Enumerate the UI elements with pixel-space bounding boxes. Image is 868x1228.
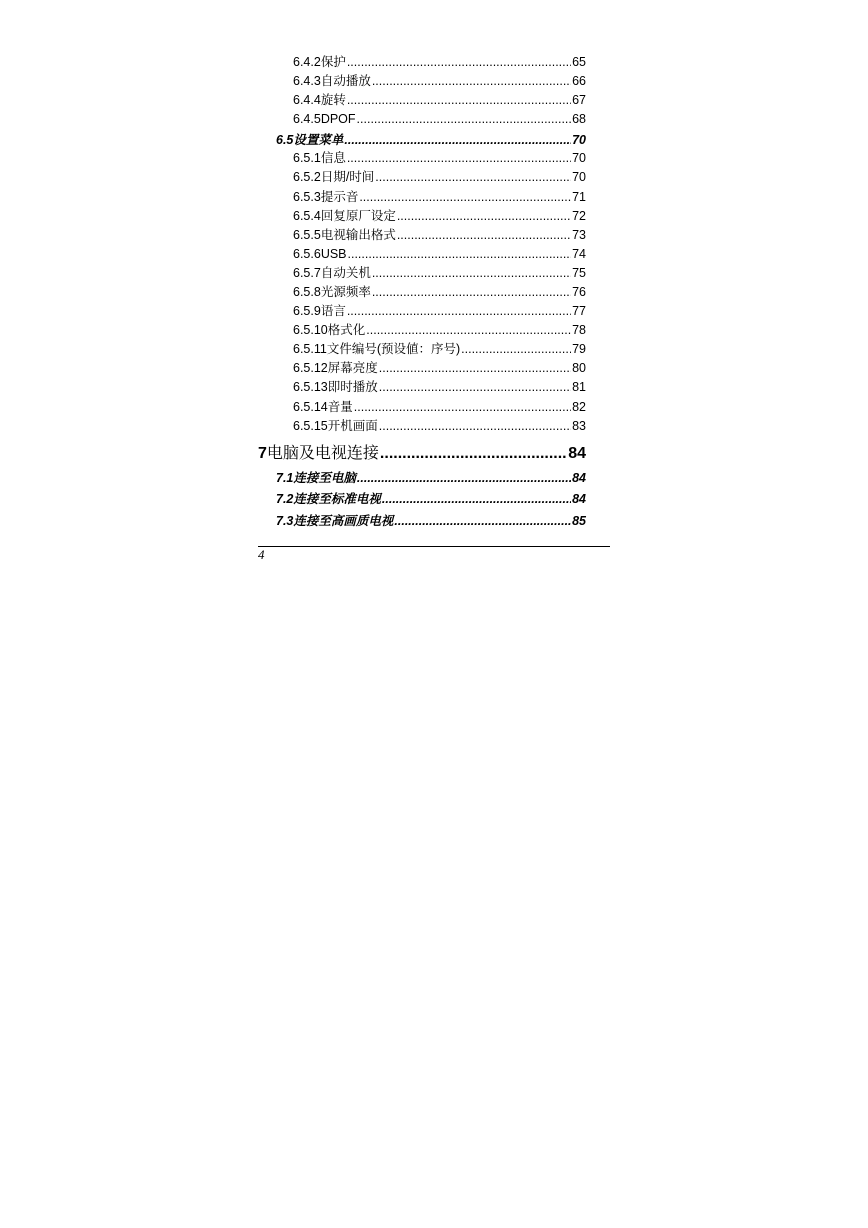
toc-leader-dots <box>375 168 571 187</box>
toc-entry-page: 67 <box>572 93 586 107</box>
toc-entry-number: 6.5.12 <box>293 361 328 375</box>
toc-entry-page: 77 <box>572 304 586 318</box>
toc-entry-number: 7.3 <box>276 514 294 528</box>
toc-section-entry[interactable] <box>276 468 586 488</box>
toc-leader-dots <box>397 226 571 245</box>
toc-entry-number: 6.5.9 <box>293 304 321 318</box>
toc-entry-number: 6.5.5 <box>293 228 321 242</box>
toc-entry-title: 自动关机 <box>320 266 371 280</box>
toc-entry-page: 72 <box>572 209 586 223</box>
toc-entry-page: 70 <box>572 151 586 165</box>
toc-entry-number: 6.5.10 <box>293 323 328 337</box>
toc-leader-dots <box>394 511 571 531</box>
toc-entry-page: 70 <box>572 133 586 147</box>
toc-entry-page: 84 <box>572 471 586 485</box>
toc-leader-dots <box>347 53 571 72</box>
toc-entry[interactable] <box>293 207 586 226</box>
toc-entry-page: 68 <box>572 112 586 126</box>
toc-entry[interactable] <box>293 359 586 378</box>
toc-leader-dots <box>382 489 571 509</box>
toc-entry-page: 84 <box>572 492 586 506</box>
toc-leader-dots <box>347 302 571 321</box>
toc-entry[interactable] <box>293 188 586 207</box>
toc-entry-number: 6.5.7 <box>293 266 321 280</box>
toc-leader-dots <box>348 245 572 264</box>
toc-leader-dots <box>347 91 571 110</box>
toc-leader-dots <box>344 130 571 150</box>
toc-entry[interactable] <box>293 226 586 245</box>
toc-entry-title: 电脑及电视连接 <box>266 445 379 462</box>
toc-entry-title: 文件编号(预设値：序号) <box>326 342 461 356</box>
toc-entry-page: 71 <box>572 190 586 204</box>
toc-entry-title: 音量 <box>327 400 353 414</box>
toc-entry-title: DPOF <box>320 112 356 126</box>
toc-entry-title: 语言 <box>320 304 346 318</box>
toc-entry[interactable] <box>293 321 586 340</box>
toc-entry-title: 电视输出格式 <box>320 228 396 242</box>
toc-entry-number: 6.5.4 <box>293 209 321 223</box>
toc-entry[interactable] <box>293 283 586 302</box>
toc-leader-dots <box>461 340 571 359</box>
toc-leader-dots <box>372 264 571 283</box>
toc-entry-number: 6.5.8 <box>293 285 321 299</box>
toc-entry-number: 6.4.2 <box>293 55 321 69</box>
toc-entry-page: 85 <box>572 514 586 528</box>
toc-entry[interactable] <box>293 91 586 110</box>
toc-entry[interactable] <box>293 53 586 72</box>
toc-entry-number: 6.5.14 <box>293 400 328 414</box>
toc-entry-number: 6.5.15 <box>293 419 328 433</box>
toc-entry[interactable] <box>293 264 586 283</box>
toc-entry-number: 6.5.13 <box>293 380 328 394</box>
toc-leader-dots <box>357 468 571 488</box>
toc-entry-number: 6.5.6 <box>293 247 321 261</box>
toc-entry[interactable] <box>293 417 586 436</box>
toc-entry[interactable] <box>293 302 586 321</box>
toc-entry[interactable] <box>293 149 586 168</box>
toc-leader-dots <box>372 283 571 302</box>
toc-entry-number: 6.5.11 <box>293 342 327 356</box>
toc-entry-title: 保护 <box>320 55 346 69</box>
toc-entry-number: 7.2 <box>276 492 294 506</box>
toc-section-entry[interactable] <box>276 511 586 531</box>
toc-entry-page: 80 <box>572 361 586 375</box>
toc-entry-number: 6.4.5 <box>293 112 321 126</box>
toc-entry-number: 7 <box>258 445 267 462</box>
toc-entry-title: USB <box>320 247 347 261</box>
toc-entry-title: 连接至标准电视 <box>293 492 381 506</box>
toc-leader-dots <box>379 378 571 397</box>
toc-entry-number: 7.1 <box>276 471 294 485</box>
toc-entry-title: 提示音 <box>320 190 359 204</box>
footer-divider <box>258 546 610 547</box>
toc-entry-page: 81 <box>572 380 586 394</box>
toc-leader-dots <box>354 398 571 417</box>
toc-leader-dots <box>372 72 571 91</box>
toc-entry-title: 光源频率 <box>320 285 371 299</box>
toc-leader-dots <box>397 207 571 226</box>
toc-entry-page: 79 <box>572 342 586 356</box>
toc-entry-number: 6.5.3 <box>293 190 321 204</box>
toc-entry[interactable] <box>293 110 586 129</box>
toc-entry-title: 即时播放 <box>327 380 378 394</box>
toc-leader-dots <box>359 188 571 207</box>
toc-leader-dots <box>366 321 571 340</box>
toc-entry-page: 84 <box>568 445 586 462</box>
toc-entry-title: 信息 <box>320 151 346 165</box>
toc-entry-title: 开机画面 <box>327 419 378 433</box>
toc-section-entry[interactable] <box>276 130 586 150</box>
toc-entry-page: 65 <box>572 55 586 69</box>
toc-leader-dots <box>347 149 571 168</box>
toc-leader-dots <box>380 441 567 467</box>
toc-entry-number: 6.4.4 <box>293 93 321 107</box>
page-number: 4 <box>258 547 265 562</box>
toc-entry-page: 83 <box>572 419 586 433</box>
toc-entry[interactable] <box>293 398 586 417</box>
toc-entry-title: 日期/时间 <box>320 170 375 184</box>
toc-entry[interactable] <box>293 245 586 264</box>
toc-leader-dots <box>379 359 571 378</box>
toc-entry-title: 格式化 <box>327 323 366 337</box>
toc-entry-title: 连接至高画质电视 <box>293 514 394 528</box>
toc-entry-page: 75 <box>572 266 586 280</box>
toc-entry-number: 6.4.3 <box>293 74 321 88</box>
toc-entry[interactable] <box>293 72 586 91</box>
toc-entry[interactable] <box>293 340 586 359</box>
toc-entry-title: 旋转 <box>320 93 346 107</box>
toc-entry-page: 66 <box>572 74 586 88</box>
toc-entry-number: 6.5.1 <box>293 151 321 165</box>
toc-entry-page: 82 <box>572 400 586 414</box>
toc-entry-page: 78 <box>572 323 586 337</box>
toc-entry[interactable] <box>293 378 586 397</box>
toc-entry-page: 74 <box>572 247 586 261</box>
toc-section-entry[interactable] <box>276 489 586 509</box>
toc-entry-title: 回复原厂设定 <box>320 209 396 223</box>
toc-entry-title: 连接至电脑 <box>293 471 356 485</box>
toc-entry-page: 76 <box>572 285 586 299</box>
toc-entry-page: 70 <box>572 170 586 184</box>
toc-leader-dots <box>379 417 571 436</box>
toc-entry-title: 自动播放 <box>320 74 371 88</box>
toc-entry-number: 6.5.2 <box>293 170 321 184</box>
toc-leader-dots <box>357 110 572 129</box>
toc-entry-title: 设置菜单 <box>293 133 344 147</box>
toc-entry-title: 屏幕亮度 <box>327 361 378 375</box>
toc-chapter-entry[interactable] <box>258 441 586 467</box>
toc-entry-page: 73 <box>572 228 586 242</box>
toc-entry-number: 6.5 <box>276 133 294 147</box>
toc-entry[interactable] <box>293 168 586 187</box>
